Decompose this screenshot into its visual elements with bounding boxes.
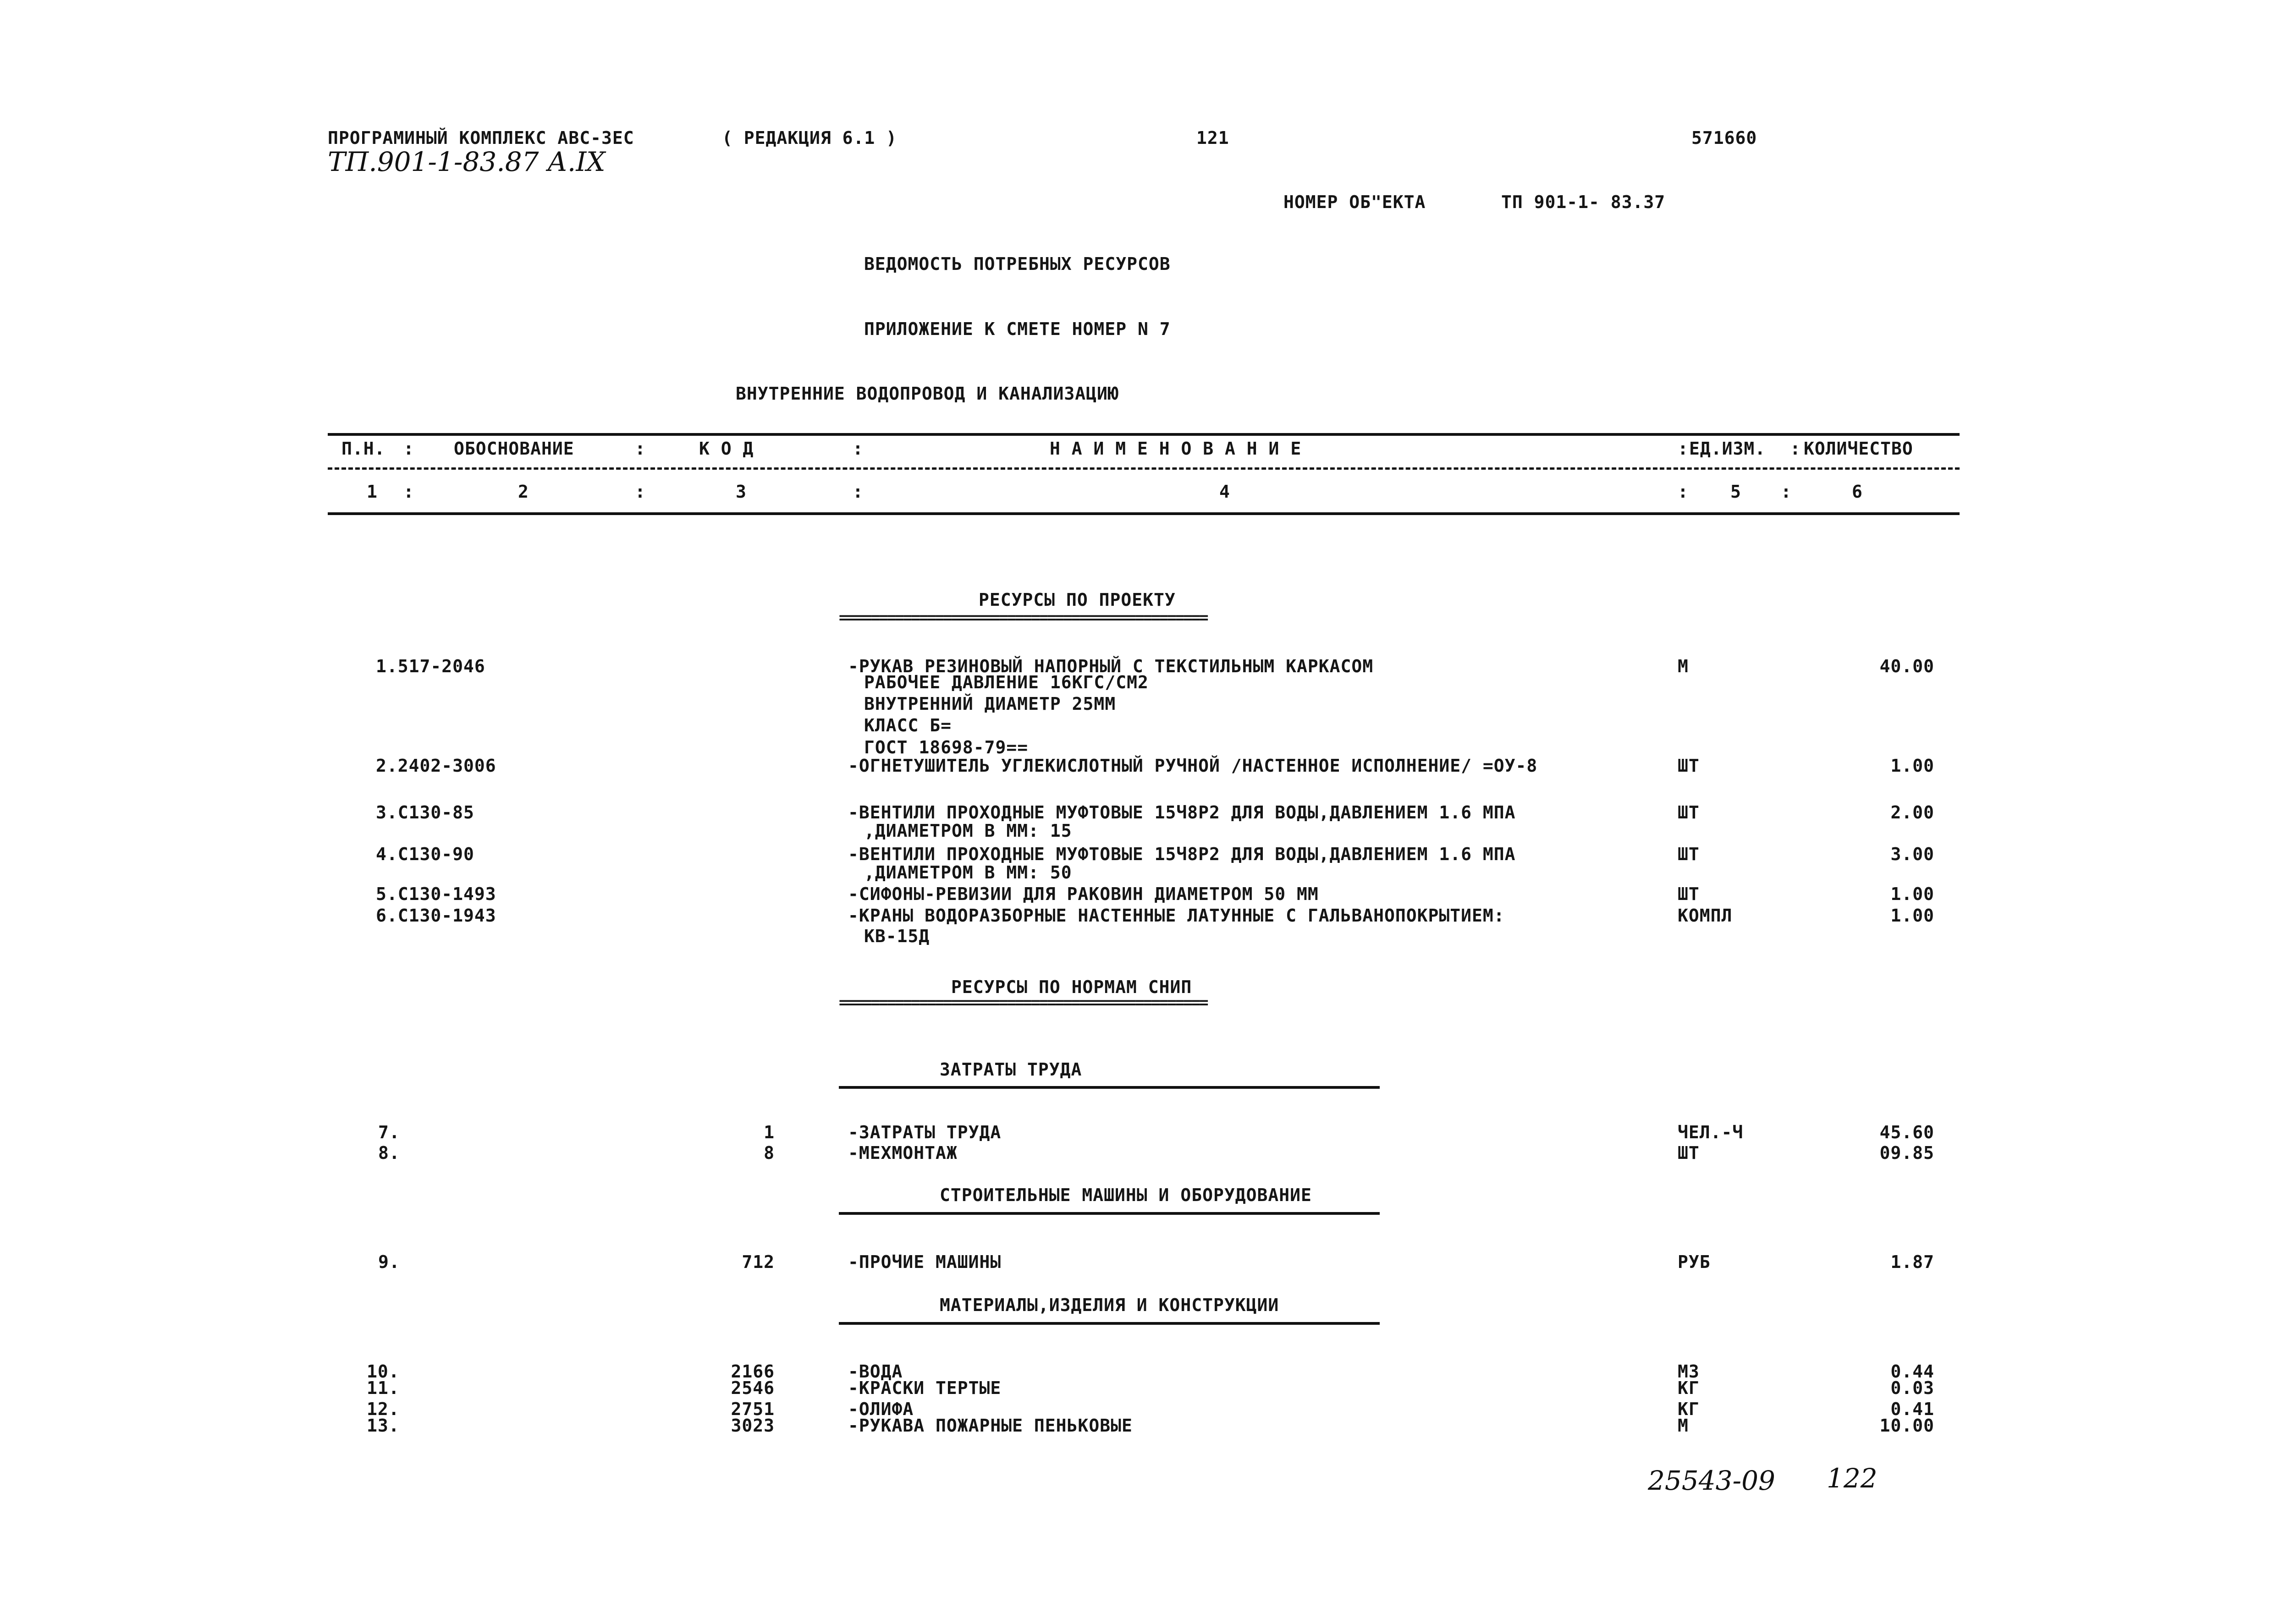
- page-number: 121: [1196, 128, 1229, 148]
- row-unit: РУБ: [1678, 1252, 1711, 1272]
- row-description: -ОГНЕТУШИТЕЛЬ УГЛЕКИСЛОТНЫЙ РУЧНОЙ /НАСТЕННОЕ ИСПОЛНЕНИЕ/ =ОУ-8: [848, 756, 1538, 776]
- row-code: 8: [764, 1143, 775, 1163]
- row-unit: КГ: [1678, 1399, 1700, 1419]
- col-sep: :: [1678, 439, 1689, 459]
- row-description: КВ-15Д: [864, 926, 930, 946]
- row-unit: ШТ: [1678, 844, 1700, 864]
- row-unit: КОМПЛ: [1678, 905, 1733, 926]
- section-materials: МАТЕРИАЛЫ,ИЗДЕЛИЯ И КОНСТРУКЦИИ: [940, 1295, 1279, 1315]
- row-code: 3023: [731, 1416, 775, 1436]
- section-materials-rule: [839, 1322, 1380, 1325]
- section-title: ВНУТРЕННИЕ ВОДОПРОВОД И КАНАЛИЗАЦИЮ: [736, 384, 1119, 404]
- row-position: 7.: [378, 1122, 400, 1142]
- row-quantity: 40.00: [1879, 656, 1934, 676]
- col-basis: ОБОСНОВАНИЕ: [454, 439, 574, 459]
- object-label: НОМЕР ОБ"ЕКТА: [1283, 192, 1426, 212]
- row-position: 10.: [367, 1361, 400, 1382]
- row-position: 1.517-2046: [376, 656, 485, 676]
- row-position: 3.С130-85: [376, 802, 474, 823]
- row-quantity: 0.03: [1890, 1378, 1934, 1398]
- row-description: ,ДИАМЕТРОМ В ММ: 50: [864, 862, 1072, 883]
- row-quantity: 1.00: [1890, 905, 1934, 926]
- row-code: 712: [742, 1252, 775, 1272]
- handwritten-number: 25543-09: [1648, 1465, 1775, 1496]
- col-num-6: 6: [1852, 482, 1863, 502]
- row-unit: ШТ: [1678, 802, 1700, 823]
- row-quantity: 1.00: [1890, 884, 1934, 904]
- handwritten-ref: ТП.901-1-83.87 А.IX: [328, 146, 606, 177]
- col-code: К О Д: [699, 439, 754, 459]
- section-machines: СТРОИТЕЛЬНЫЕ МАШИНЫ И ОБОРУДОВАНИЕ: [940, 1185, 1312, 1205]
- row-unit: М: [1678, 656, 1689, 676]
- header-bottom-rule: [328, 512, 1960, 515]
- col-sep: :: [853, 482, 864, 502]
- row-quantity: 0.44: [1890, 1361, 1934, 1382]
- col-sep: :: [1781, 482, 1792, 502]
- row-description: -РУКАВА ПОЖАРНЫЕ ПЕНЬКОВЫЕ: [848, 1416, 1133, 1436]
- col-num-5: 5: [1730, 482, 1741, 502]
- row-unit: ЧЕЛ.-Ч: [1678, 1122, 1744, 1142]
- col-pn: П.Н.: [341, 439, 385, 459]
- row-unit: М: [1678, 1416, 1689, 1436]
- header-mid-rule: [328, 467, 1960, 470]
- col-sep: :: [853, 439, 864, 459]
- col-sep: :: [1790, 439, 1801, 459]
- row-description: -ПРОЧИЕ МАШИНЫ: [848, 1252, 1002, 1272]
- col-name: Н А И М Е Н О В А Н И Е: [1050, 439, 1302, 459]
- row-description: -МЕХМОНТАЖ: [848, 1143, 958, 1163]
- col-num-1: 1: [367, 482, 378, 502]
- row-code: 2546: [731, 1378, 775, 1398]
- object-value: ТП 901-1- 83.37: [1501, 192, 1666, 212]
- section-project: РЕСУРСЫ ПО ПРОЕКТУ: [979, 590, 1176, 610]
- row-quantity: 1.87: [1890, 1252, 1934, 1272]
- row-description: -ОЛИФА: [848, 1399, 914, 1419]
- row-quantity: 45.60: [1879, 1122, 1934, 1142]
- row-position: 6.С130-1943: [376, 905, 496, 926]
- row-quantity: 2.00: [1890, 802, 1934, 823]
- appendix-title: ПРИЛОЖЕНИЕ К СМЕТЕ НОМЕР N 7: [864, 319, 1171, 339]
- row-description: -ЗАТРАТЫ ТРУДА: [848, 1122, 1002, 1142]
- row-quantity: 09.85: [1879, 1143, 1934, 1163]
- col-num-2: 2: [518, 482, 529, 502]
- row-unit: ШТ: [1678, 1143, 1700, 1163]
- row-description: -РУКАВ РЕЗИНОВЫЙ НАПОРНЫЙ С ТЕКСТИЛЬНЫМ КАРКАСОМ: [848, 656, 1374, 676]
- row-description: ГОСТ 18698-79==: [864, 737, 1029, 757]
- section-norms: РЕСУРСЫ ПО НОРМАМ СНИП: [951, 977, 1192, 997]
- row-description: РАБОЧЕЕ ДАВЛЕНИЕ 16КГС/СМ2: [864, 672, 1149, 692]
- row-description: КЛАСС Б=: [864, 715, 952, 735]
- row-code: 1: [764, 1122, 775, 1142]
- row-position: 2.2402-3006: [376, 756, 496, 776]
- row-unit: ШТ: [1678, 884, 1700, 904]
- row-description: ,ДИАМЕТРОМ В ММ: 15: [864, 821, 1072, 841]
- row-position: 11.: [367, 1378, 400, 1398]
- row-position: 9.: [378, 1252, 400, 1272]
- row-description: -СИФОНЫ-РЕВИЗИИ ДЛЯ РАКОВИН ДИАМЕТРОМ 50 ММ: [848, 884, 1319, 904]
- row-position: 13.: [367, 1416, 400, 1436]
- section-labor: ЗАТРАТЫ ТРУДА: [940, 1059, 1082, 1080]
- col-unit: ЕД.ИЗМ.: [1689, 439, 1766, 459]
- row-description: -ВЕНТИЛИ ПРОХОДНЫЕ МУФТОВЫЕ 15Ч8Р2 ДЛЯ ВОДЫ,ДАВЛЕНИЕМ 1.6 МПА: [848, 844, 1516, 864]
- row-description: -ВЕНТИЛИ ПРОХОДНЫЕ МУФТОВЫЕ 15Ч8Р2 ДЛЯ ВОДЫ,ДАВЛЕНИЕМ 1.6 МПА: [848, 802, 1516, 823]
- row-code: 2166: [731, 1361, 775, 1382]
- col-sep: :: [403, 482, 414, 502]
- row-quantity: 1.00: [1890, 756, 1934, 776]
- section-norms-underline: ==============================================: [839, 998, 1207, 1007]
- handwritten-page: 122: [1827, 1463, 1878, 1494]
- row-unit: ШТ: [1678, 756, 1700, 776]
- col-num-3: 3: [736, 482, 747, 502]
- section-labor-rule: [839, 1086, 1380, 1089]
- row-position: 4.С130-90: [376, 844, 474, 864]
- program-name: ПРОГРАМИНЫЙ КОМПЛЕКС АВС-ЗЕС: [328, 128, 634, 148]
- col-sep: :: [635, 439, 646, 459]
- col-sep: :: [635, 482, 646, 502]
- row-description: ВНУТРЕННИЙ ДИАМЕТР 25ММ: [864, 694, 1116, 714]
- row-position: 8.: [378, 1143, 400, 1163]
- col-sep: :: [1678, 482, 1689, 502]
- row-position: 5.С130-1493: [376, 884, 496, 904]
- col-num-4: 4: [1219, 482, 1230, 502]
- row-quantity: 3.00: [1890, 844, 1934, 864]
- row-unit: М3: [1678, 1361, 1700, 1382]
- row-code: 2751: [731, 1399, 775, 1419]
- col-qty: КОЛИЧЕСТВО: [1804, 439, 1913, 459]
- header-top-rule: [328, 433, 1960, 436]
- edition: ( РЕДАКЦИЯ 6.1 ): [722, 128, 897, 148]
- doc-number: 571660: [1691, 128, 1757, 148]
- main-title: ВЕДОМОСТЬ ПОТРЕБНЫХ РЕСУРСОВ: [864, 254, 1171, 274]
- row-description: -КРАНЫ ВОДОРАЗБОРНЫЕ НАСТЕННЫЕ ЛАТУННЫЕ С ГАЛЬВАНОПОКРЫТИЕМ:: [848, 905, 1505, 926]
- row-position: 12.: [367, 1399, 400, 1419]
- row-quantity: 10.00: [1879, 1416, 1934, 1436]
- row-description: -ВОДА: [848, 1361, 903, 1382]
- row-unit: КГ: [1678, 1378, 1700, 1398]
- section-project-underline: ==============================================: [839, 613, 1207, 622]
- section-machines-rule: [839, 1212, 1380, 1215]
- col-sep: :: [403, 439, 414, 459]
- row-quantity: 0.41: [1890, 1399, 1934, 1419]
- row-description: -КРАСКИ ТЕРТЫЕ: [848, 1378, 1002, 1398]
